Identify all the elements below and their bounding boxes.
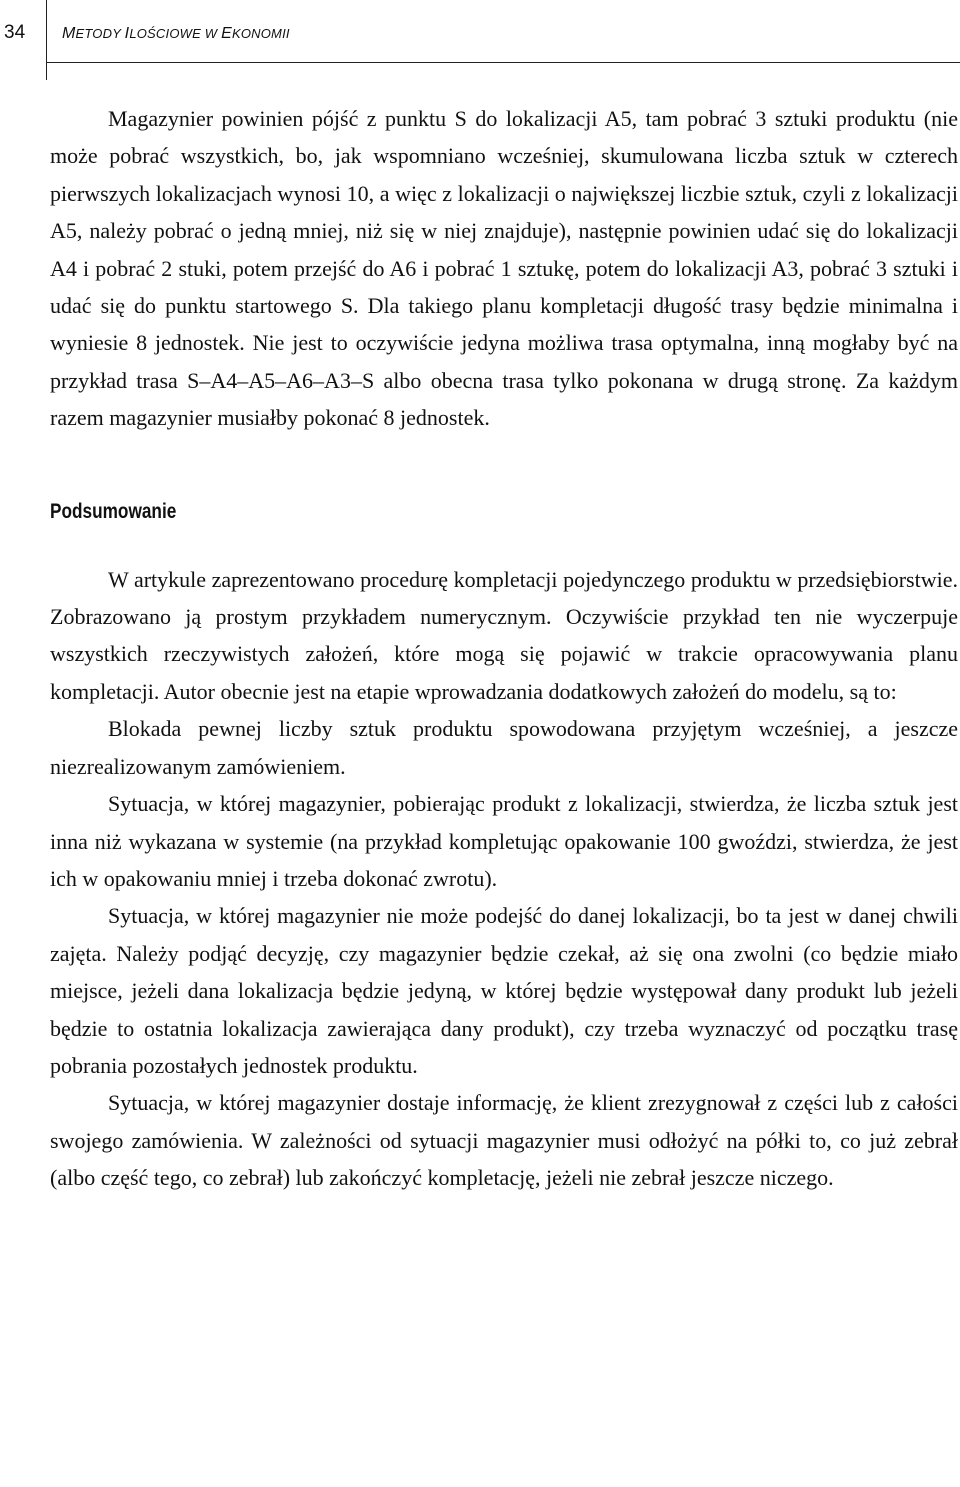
summary-paragraph-sytuacja-3: Sytuacja, w której magazynier dostaje informację, że klient zrezygnował z części lub z całości swojego zamówienia. W zależności od sytuacji magazynier musi odłożyć na półki to, co już zebrał (albo część tego, co zebrał) lub zakończyć kompletację, jeżeli nie zebrał jeszcze niczego. bbox=[50, 1090, 958, 1191]
summary-paragraph-blokada: Blokada pewnej liczby sztuk produktu spowodowana przyjętym wcześniej, a jeszcze niezrealizowanym zamówieniem. bbox=[50, 716, 958, 779]
running-title-initial-2: I bbox=[124, 25, 130, 42]
summary-paragraph-sytuacja-1: Sytuacja, w której magazynier, pobierając produkt z lokalizacji, stwierdza, że liczba sztuk jest inna niż wykazana w systemie (na przykład kompletując opakowanie 100 gwoździ, stwierdza, że jest ich w opakowaniu mniej i trzeba dokonać zwrotu). bbox=[50, 791, 958, 891]
running-title-initial-3: E bbox=[221, 25, 232, 42]
page-header bbox=[0, 0, 960, 80]
header-horizontal-rule bbox=[46, 62, 960, 63]
running-title bbox=[62, 25, 290, 43]
body-paragraph: Magazynier powinien pójść z punktu S do lokalizacji A5, tam pobrać 3 sztuki produktu (nie może pobrać wszystkich, bo, jak wspomniano wcześniej, skumulowana liczba sztuk w czterech pierwszych lokalizacjach wynosi 10, a więc z lokalizacji o największej liczbie sztuk, czyli z lokalizacji A5, należy pobrać o jedną mniej, niż się w niej znajduje), następnie powinien udać się do lokalizacji A4 i pobrać 2 stuki, potem przejść do A6 i pobrać 1 sztukę, potem do lokalizacji A3, pobrać 3 sztuki i udać się do punktu startowego S. Dla takiego planu kompletacji długość trasy będzie minimalna i wyniesie 8 jednostek. Nie jest to oczywiście jedyna możliwa trasa optymalna, inną mogłaby być na przykład trasa S–A4–A5–A6–A3–S albo obecna trasa tylko pokonana w drugą stronę. Za każdym razem magazynier musiałby pokonać 8 jednostek. bbox=[50, 106, 958, 431]
running-title-rest-2: LOŚCIOWE W bbox=[129, 26, 222, 41]
running-title-initial-1: M bbox=[62, 25, 76, 42]
summary-paragraph-sytuacja-2: Sytuacja, w której magazynier nie może podejść do danej lokalizacji, bo ta jest w danej chwili zajęta. Należy podjąć decyzję, czy magazynier będzie czekał, aż się ona zwolni (co będzie miało miejsce, jeżeli dana lokalizacja będzie jedyną, w której będzie występował dany produkt lub jeżeli będzie to ostatnia lokalizacja zawierająca dany produkt), czy trzeba wyznaczyć od początku trasę pobrania pozostałych jednostek produktu. bbox=[50, 903, 958, 1078]
summary-paragraph-intro: W artykule zaprezentowano procedurę kompletacji pojedynczego produktu w przedsiębiorstwie. Zobrazowano ją prostym przykładem numerycznym. Oczywiście przykład ten nie wyczerpuje wszystkich rzeczywistych założeń, które mogą się pojawić w trakcie opracowywania planu kompletacji. Autor obecnie jest na etapie wprowadzania dodatkowych założeń do modelu, są to: bbox=[50, 566, 958, 704]
section-heading: Podsumowanie bbox=[50, 499, 177, 523]
header-vertical-rule bbox=[46, 0, 47, 80]
running-title-rest-1: ETODY bbox=[75, 26, 125, 41]
page-body bbox=[50, 100, 958, 1197]
running-title-rest-3: KONOMII bbox=[231, 26, 290, 41]
page-number: 34 bbox=[4, 22, 26, 43]
heading-spacer bbox=[50, 547, 958, 561]
section-spacer bbox=[50, 437, 958, 487]
